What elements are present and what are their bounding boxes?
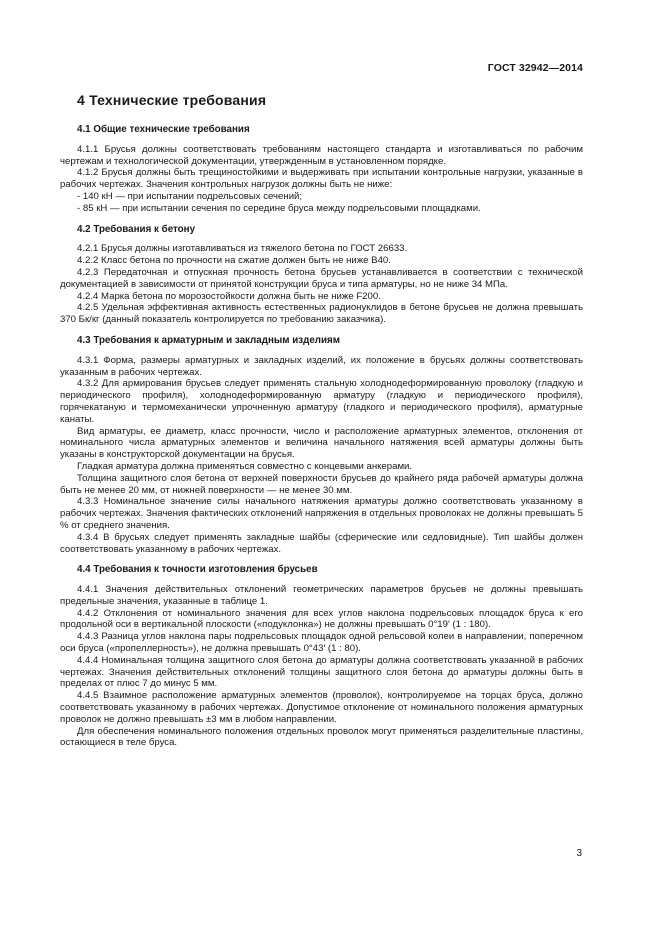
paragraph-4-1-1: 4.1.1 Брусья должны соответствовать требованиям настоящего стандарта и изготавливаться по рабочим чертежам и технологической документации, утвержденным в установленном порядке. bbox=[60, 143, 583, 167]
paragraph-4-3-2: 4.3.2 Для армирования брусьев следует применять стальную холоднодеформированную проволоку (гладкую и периодического профиля), холоднодеформированную арматуру (гладкую и периодического профиля), горячекатаную и термомеханически упрочненную арматуру (гладкого и периодического профиля), арматурные канаты. bbox=[60, 378, 583, 425]
list-item: - 140 кН — при испытании подрельсовых сечений; bbox=[77, 190, 303, 202]
paragraph-4-3-2-reinforcement: Вид арматуры, ее диаметр, класс прочности, число и расположение арматурных элементов, отклонения от номинального числа арматурных элементов и величина начального натяжения всей арматуры должны быть указаны в конструкторской документации на брусья. bbox=[60, 425, 583, 461]
paragraph-4-3-3: 4.3.3 Номинальное значение силы начального натяжения арматуры должно соответствовать указанному в рабочих чертежах. Значения фактических отклонений напряжения в отдельных проволоках не должны превышать 5 % от среднего значения. bbox=[60, 496, 583, 531]
page-number: 3 bbox=[576, 848, 582, 859]
list-item: - 85 кН — при испытании сечения по середине бруса между подрельсовыми площадками. bbox=[77, 202, 481, 214]
paragraph-4-1-2: 4.1.2 Брусья должны быть трещиностойкими и выдерживать при испытании контрольные нагрузки, указанные в рабочих чертежах. Значения контрольных нагрузок должны быть не ниже: bbox=[60, 167, 583, 191]
paragraph-4-2-5: 4.2.5 Удельная эффективная активность естественных радионуклидов в бетоне брусьев не должна превышать 370 Бк/кг (данный показатель контролируется по требованию заказчика). bbox=[60, 302, 583, 326]
paragraph-4-3-4: 4.3.4 В брусьях следует применять закладные шайбы (сферические или седловидные). Тип шайбы должен соответствовать указанному в рабочих чертежах. bbox=[60, 531, 583, 555]
paragraph-4-4-5-plates: Для обеспечения номинального положения отдельных проволок могут применяться разделительные пластины, остающиеся в теле бруса. bbox=[60, 725, 583, 749]
document-code: ГОСТ 32942—2014 bbox=[487, 62, 583, 74]
paragraph-4-2-3: 4.2.3 Передаточная и отпускная прочность бетона брусьев устанавливается в соответствии с технической документацией в зависимости от принятой конструкции бруса и типа арматуры, но не ниже 34 МПа. bbox=[60, 266, 583, 290]
paragraph-4-3-2-cover: Толщина защитного слоя бетона от верхней поверхности брусьев до крайнего ряда рабочей арматуры должна быть не менее 20 мм, от нижней поверхности — не менее 30 мм. bbox=[60, 472, 583, 496]
paragraph-4-3-2-smooth: Гладкая арматура должна применяться совместно с концевыми анкерами. bbox=[77, 460, 413, 472]
paragraph-4-2-2: 4.2.2 Класс бетона по прочности на сжатие должен быть не ниже В40. bbox=[77, 255, 391, 267]
paragraph-4-4-5: 4.4.5 Взаимное расположение арматурных элементов (проволок), контролируемое на торцах бруса, должно соответствовать указанному в рабочих чертежах. Допустимое отклонение от номинального положения арматурных проволок не должно превышать ±3 мм в любом направлении. bbox=[60, 690, 583, 725]
subsection-title-4-3: 4.3 Требования к арматурным и закладным изделиям bbox=[77, 334, 340, 346]
subsection-title-4-2: 4.2 Требования к бетону bbox=[77, 223, 196, 235]
paragraph-4-3-1: 4.3.1 Форма, размеры арматурных и закладных изделий, их положение в брусьях должны соответствовать указанным в рабочих чертежах. bbox=[60, 354, 583, 378]
subsection-title-4-4: 4.4 Требования к точности изготовления брусьев bbox=[77, 564, 318, 576]
paragraph-4-4-4: 4.4.4 Номинальная толщина защитного слоя бетона до арматуры должна соответствовать указанной в рабочих чертежах. Значения действительных отклонений толщины защитного слоя бетона до арматуры должны быть в пределах от плюс 7 до минус 5 мм. bbox=[60, 654, 583, 690]
paragraph-4-2-1: 4.2.1 Брусья должны изготавливаться из тяжелого бетона по ГОСТ 26633. bbox=[77, 243, 408, 255]
paragraph-4-4-3: 4.4.3 Разница углов наклона пары подрельсовых площадок одной рельсовой колеи в направлении, поперечном оси бруса («пропеллерность»), не должна превышать 0°43′ (1 : 80). bbox=[60, 631, 583, 655]
paragraph-4-4-2: 4.4.2 Отклонения от номинального значения для всех углов наклона подрельсовых площадок бруса к его продольной оси в вертикальной плоскости («подуклонка») не должны превышать 0°19′ (1 : 180). bbox=[60, 607, 583, 631]
document-body bbox=[60, 124, 583, 749]
paragraph-4-4-1: 4.4.1 Значения действительных отклонений геометрических параметров брусьев не должны превышать предельные значения, указанные в таблице 1. bbox=[60, 584, 583, 607]
load-list bbox=[60, 191, 583, 215]
subsection-title-4-1: 4.1 Общие технические требования bbox=[77, 124, 250, 135]
section-title: 4 Технические требования bbox=[77, 92, 267, 108]
paragraph-4-2-4: 4.2.4 Марка бетона по морозостойкости должна быть не ниже F200. bbox=[77, 290, 381, 302]
